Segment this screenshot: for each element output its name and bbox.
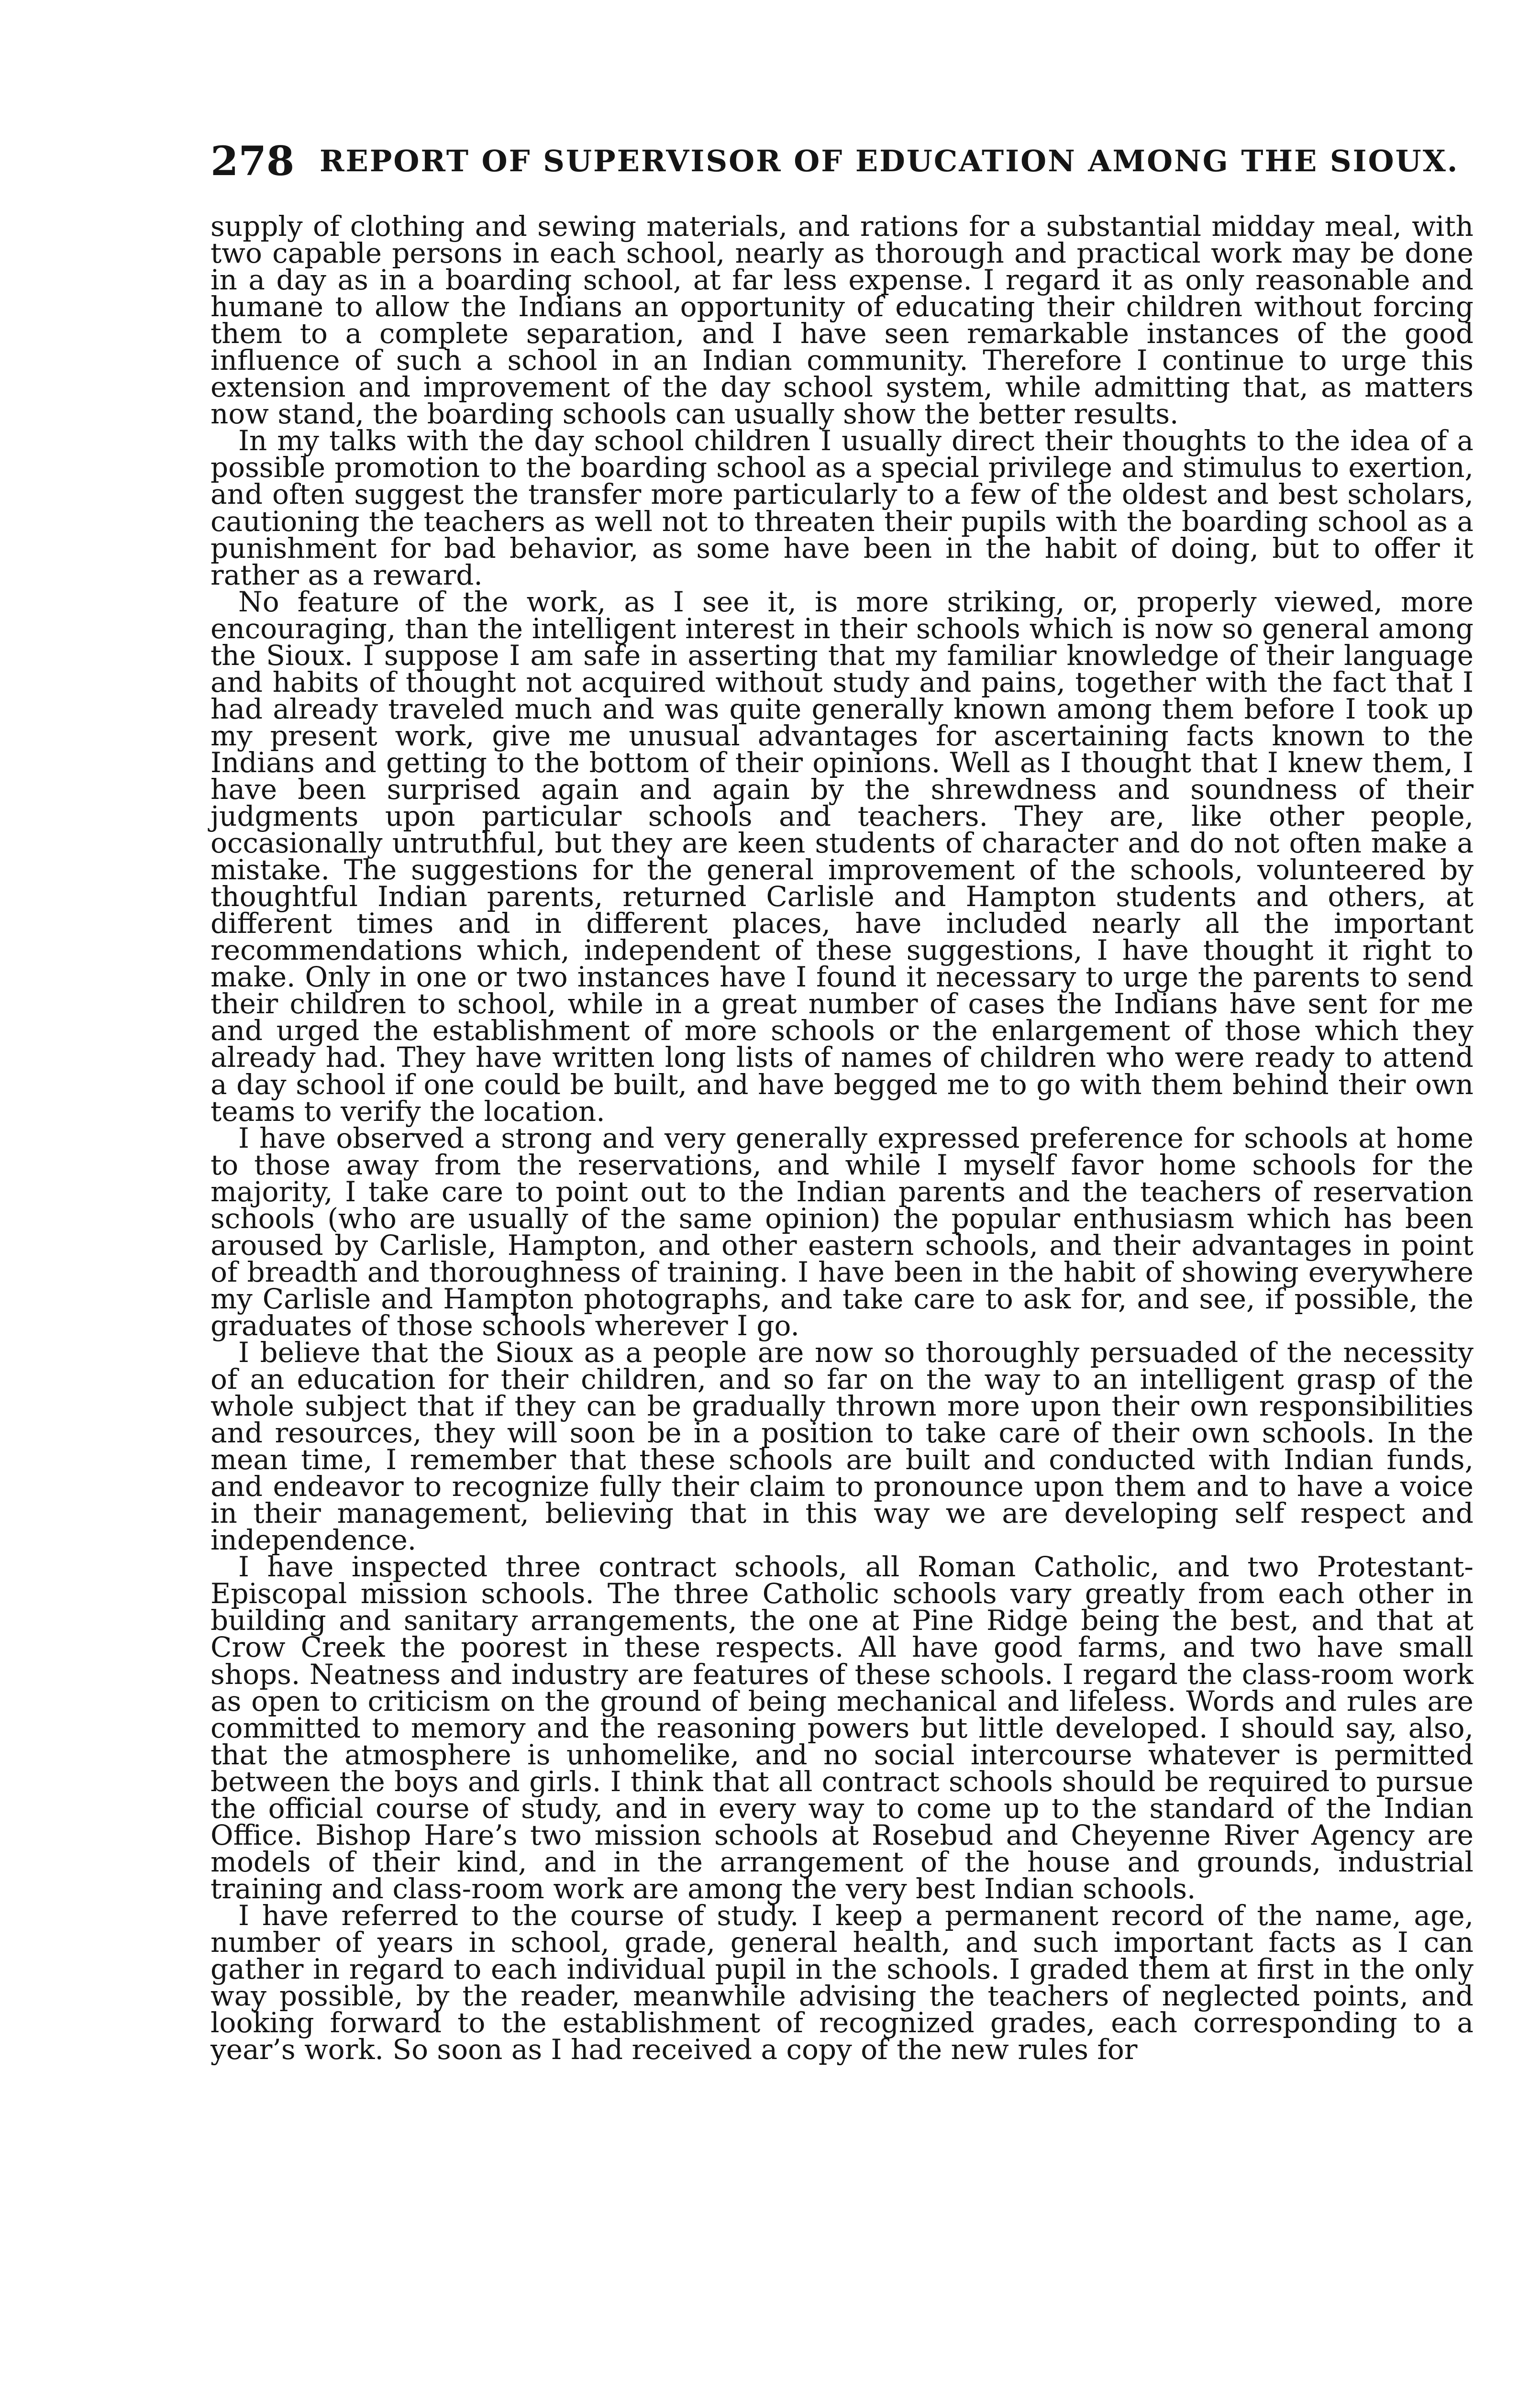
paragraph: In my talks with the day school children I usually direct their thoughts to the idea of a possible promotion to the boarding school as a special privilege and stimulus to exertion, and often suggest the transfer more particularly to a few of the oldest and best scholars, cautioning the teachers as well not to threaten their pupils with the boarding school as a punishment for bad behavior, as some have been in the habit of doing, but to offer it rather as a reward. (211, 424, 1474, 591)
paragraph: I have inspected three contract schools, all Roman Catholic, and two Protestant-Episcopal mission schools. The three Catholic schools vary greatly from each other in building and sanitary arrangements, the one at Pine Ridge being the best, and that at Crow Creek the poorest in these respects. All have good farms, and two have small shops. Neatness and industry are features of these schools. I regard the class-room work as open to criticism on the ground of being mechanical and lifeless. Words and rules are committed to memory and the reasoning powers but little developed. I should say, also, that the atmosphere is unhomelike, and no social intercourse whatever is permitted between the boys and girls. I think that all contract schools should be required to pursue the official course of study, and in every way to come up to the standard of the Indian Office. Bishop Hare’s two mission schools at Rosebud and Cheyenne River Agency are models of their kind, and in the arrangement of the house and grounds, industrial training and class-room work are among the very best Indian schools. (211, 1550, 1474, 1905)
paragraph: I have referred to the course of study. I keep a permanent record of the name, age, number of years in school, grade, general health, and such important facts as I can gather in regard to each individual pupil in the schools. I graded them at first in the only way possible, by the reader, meanwhile advising the teachers of neglected points, and looking forward to the establishment of recognized grades, each corresponding to a year’s work. So soon as I had received a copy of the new rules for (211, 1899, 1474, 2066)
body-text (211, 210, 1474, 2066)
running-head: REPORT OF SUPERVISOR OF EDUCATION AMONG THE SIOUX. (320, 144, 1459, 178)
page-number: 278 (211, 137, 295, 185)
page-header (211, 135, 1474, 188)
paragraph: I have observed a strong and very generally expressed preference for schools at home to those away from the reservations, and while I myself favor home schools for the majority, I take care to point out to the Indian parents and the teachers of reservation schools (who are usually of the same opinion) the popular enthusiasm which has been aroused by Carlisle, Hampton, and other eastern schools, and their advantages in point of breadth and thoroughness of training. I have been in the habit of showing everywhere my Carlisle and Hampton photographs, and take care to ask for, and see, if possible, the graduates of those schools wherever I go. (211, 1121, 1474, 1342)
paragraph: I believe that the Sioux as a people are now so thoroughly persuaded of the necessity of an education for their children, and so far on the way to an intelligent grasp of the whole subject that if they can be gradually thrown more upon their own responsibilities and resources, they will soon be in a position to take care of their own schools. In the mean time, I remember that these schools are built and conducted with Indian funds, and endeavor to recognize fully their claim to pronounce upon them and to have a voice in their management, believing that in this way we are developing self respect and independence. (211, 1336, 1474, 1557)
paragraph: No feature of the work, as I see it, is more striking, or, properly viewed, more encouraging, than the intelligent interest in their schools which is now so general among the Sioux. I suppose I am safe in asserting that my familiar knowledge of their language and habits of thought not acquired without study and pains, together with the fact that I had already traveled much and was quite generally known among them before I took up my present work, give me unusual advantages for ascertaining facts known to the Indians and getting to the bottom of their opinions. Well as I thought that I knew them, I have been surprised again and again by the shrewdness and soundness of their judgments upon particular schools and teachers. They are, like other people, occasionally untruthful, but they are keen students of character and do not often make a mistake. The suggestions for the general improvement of the schools, volunteered by thoughtful Indian parents, returned Carlisle and Hampton students and others, at different times and in different places, have included nearly all the important recommendations which, independent of these suggestions, I have thought it right to make. Only in one or two instances have I found it necessary to urge the parents to send their children to school, while in a great number of cases the Indians have sent for me and urged the establishment of more schools or the enlargement of those which they already had. They have written long lists of names of children who were ready to attend a day school if one could be built, and have begged me to go with them behind their own teams to verify the location. (211, 585, 1474, 1128)
paragraph: supply of clothing and sewing materials, and rations for a substantial midday meal, with two capable persons in each school, nearly as thorough and practical work may be done in a day as in a boarding school, at far less expense. I regard it as only reasonable and humane to allow the Indians an opportunity of educating their children without forcing them to a complete separation, and I have seen remarkable instances of the good influence of such a school in an Indian community. Therefore I continue to urge this extension and improvement of the day school system, while admitting that, as matters now stand, the boarding schools can usually show the better results. (211, 210, 1474, 431)
